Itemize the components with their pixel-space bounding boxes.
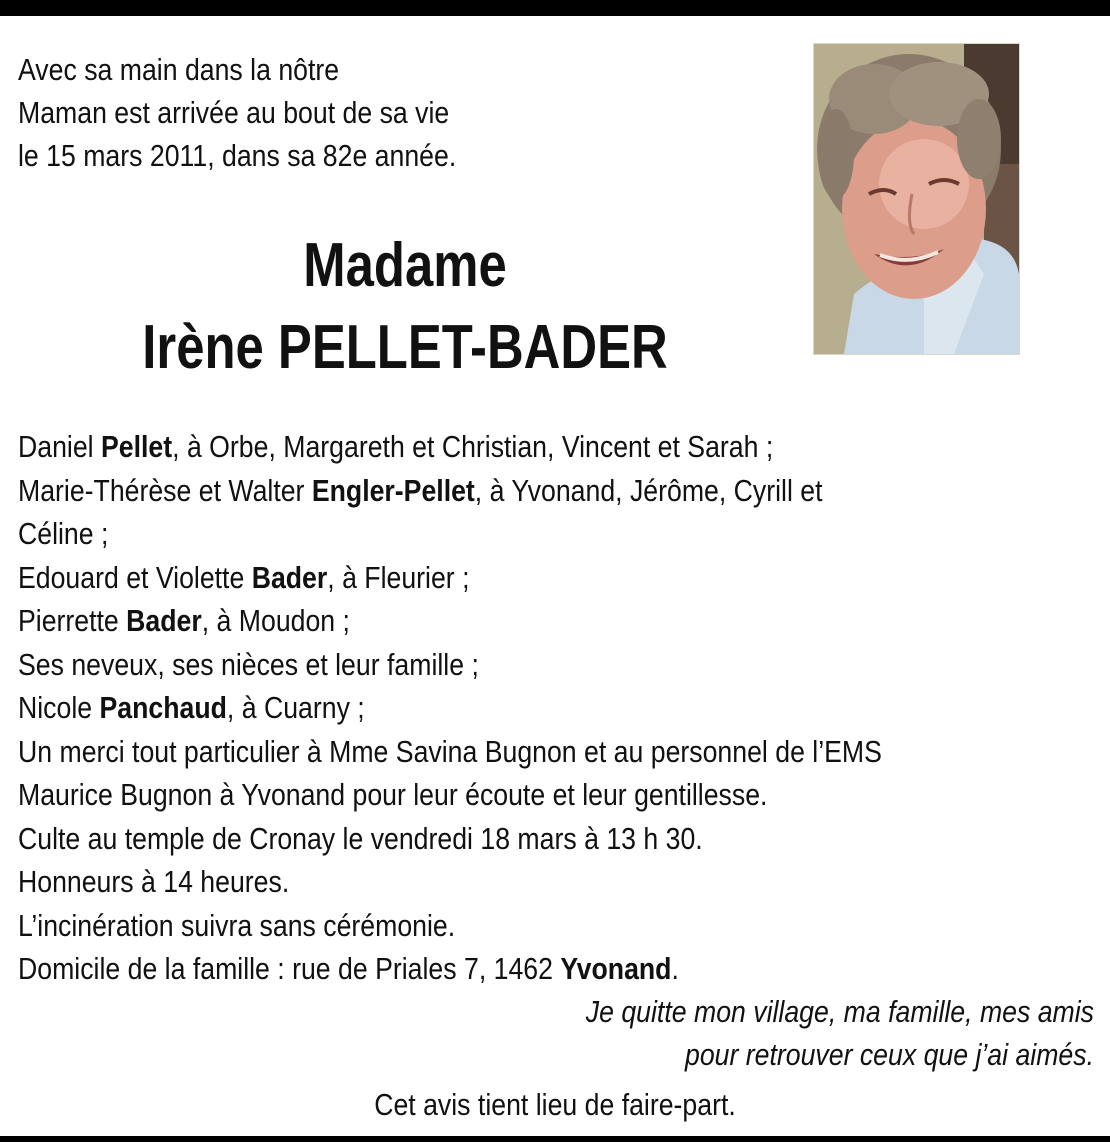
notice-text: Honneurs à 14 heures.: [18, 864, 290, 899]
notice-text: Ses neveux, ses nièces et leur famille ;: [18, 646, 479, 682]
footer-note: Cet avis tient lieu de faire-part.: [374, 1087, 736, 1122]
quote-line: pour retrouver ceux que j’ai aimés.: [685, 1037, 1094, 1072]
deceased-title: Madame: [303, 231, 507, 300]
deceased-name-block: [130, 225, 679, 389]
notice-line: [18, 643, 1102, 687]
notice-text: Céline ;: [18, 516, 109, 551]
intro-line: Maman est arrivée au bout de sa vie: [18, 95, 450, 130]
quote-line: Je quitte mon village, ma famille, mes amis: [585, 994, 1094, 1029]
notice-text: Marie-Thérèse et Walter: [18, 472, 312, 508]
surname-bold: Panchaud: [99, 690, 227, 725]
surname-bold: Pellet: [100, 429, 173, 464]
notice-text: , à Fleurier ;: [327, 559, 470, 595]
notice-text: Domicile de la famille : rue de Priales 7, 1462: [18, 951, 561, 986]
notice-line: [18, 425, 1102, 469]
notice-text: Edouard et Violette: [18, 559, 252, 595]
surname-bold: Bader: [126, 603, 202, 638]
notice-line: [18, 860, 1102, 904]
surname-bold: Yvonand: [560, 951, 672, 986]
surname-bold: Engler-Pellet: [311, 472, 475, 508]
top-rule: [0, 0, 1110, 16]
notice-text: Un merci tout particulier à Mme Savina Bugnon et au personnel de l’EMS: [18, 733, 882, 769]
notice-line: [18, 686, 1102, 730]
notice-line: [18, 773, 1102, 817]
notice-line: [18, 512, 1102, 556]
intro-line: le 15 mars 2011, dans sa 82e année.: [18, 138, 457, 173]
notice-line: [18, 469, 1102, 513]
notice-line: [18, 556, 1102, 600]
notice-line: [18, 730, 1102, 774]
notice-line: [18, 904, 1102, 948]
portrait-image: [814, 44, 1019, 354]
notice-text: Maurice Bugnon à Yvonand pour leur écoute et leur gentillesse.: [18, 777, 768, 812]
notice-line: [18, 599, 1102, 643]
intro-line: Avec sa main dans la nôtre: [18, 52, 340, 87]
family-and-notice-text: [18, 425, 1102, 991]
portrait-photo: [813, 43, 1020, 355]
notice-text: Nicole: [18, 690, 100, 725]
notice-text: , à Orbe, Margareth et Christian, Vincent et Sarah ;: [172, 429, 774, 464]
notice-text: , à Moudon ;: [201, 603, 350, 638]
notice-text: Daniel: [18, 429, 101, 464]
deceased-name: Irène PELLET-BADER: [142, 313, 668, 382]
surname-bold: Bader: [251, 559, 328, 595]
notice-text: , à Yvonand, Jérôme, Cyrill et: [474, 472, 823, 508]
notice-text: L’incinération suivra sans cérémonie.: [18, 907, 456, 943]
notice-text: .: [671, 951, 679, 986]
notice-text: Culte au temple de Cronay le vendredi 18 mars à 13 h 30.: [18, 820, 703, 856]
notice-text: , à Cuarny ;: [226, 690, 365, 725]
notice-line: [18, 817, 1102, 861]
bottom-rule: [0, 1136, 1110, 1142]
notice-line: [18, 947, 1102, 991]
intro-text: [18, 48, 672, 177]
closing-quote: [320, 990, 1094, 1076]
notice-text: Pierrette: [18, 603, 127, 638]
